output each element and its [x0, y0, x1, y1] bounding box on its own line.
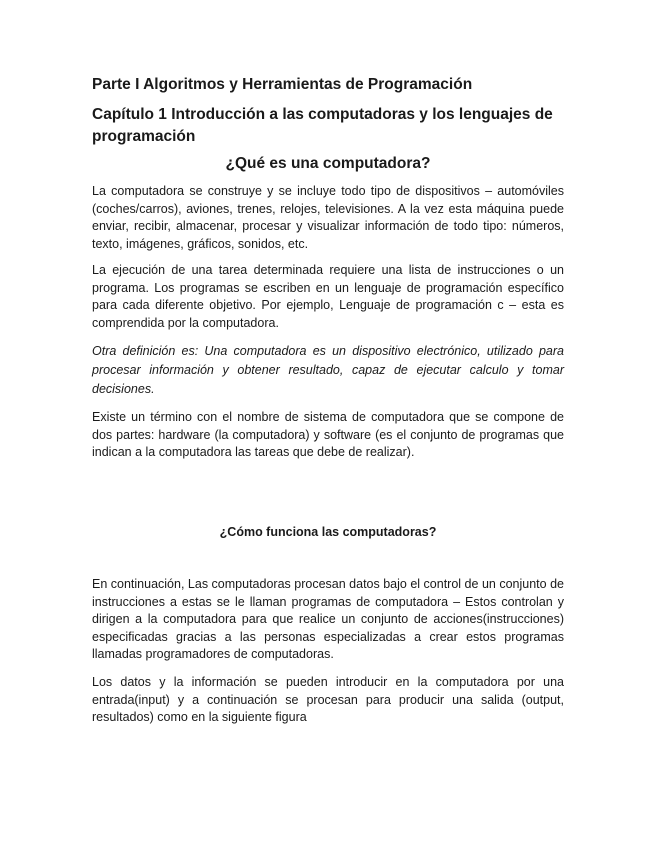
paragraph-input-output: Los datos y la información se pueden introducir en la computadora por una entrada(input) y a continuación se procesan para producir una salida (output, resultados) como en la siguiente figura	[92, 675, 564, 725]
part-title: Parte I Algoritmos y Herramientas de Programación	[92, 76, 473, 93]
paragraph-data-processing: En continuación, Las computadoras procesan datos bajo el control de un conjunto de instrucciones a estas se le llaman programas de computadora – Estos controlan y dirigen a la computadora para que realice un conjunto de acciones(instrucciones) especificadas gracias a las personas especializadas a crear estos programas llamadas programadores de computadoras.	[92, 577, 564, 662]
paragraph-definition: Otra definición es: Una computadora es un dispositivo electrónico, utilizado para procesar información y obtener resultado, capaz de ejecutar calculo y tomar decisiones.	[92, 344, 564, 397]
paragraph-computer-system: Existe un término con el nombre de sistema de computadora que se compone de dos partes: hardware (la computadora) y software (es el conjunto de programas que indican a la computadora las tareas que debe de realizar).	[92, 410, 564, 460]
section-heading-how-computers-work: ¿Cómo funciona las computadoras?	[219, 525, 437, 539]
paragraph-computer-devices: La computadora se construye y se incluye todo tipo de dispositivos – automóviles (coches/carros), aviones, trenes, relojes, televisiones. A la vez esta máquina puede enviar, recibir, almacenar, procesar y visualizar información de todo tipo: números, texto, imágenes, gráficos, sonidos, etc.	[92, 184, 564, 251]
section-heading-what-is-computer: ¿Qué es una computadora?	[225, 155, 431, 172]
chapter-title: Capítulo 1 Introducción a las computadoras y los lenguajes de programación	[92, 106, 553, 145]
paragraph-task-execution: La ejecución de una tarea determinada requiere una lista de instrucciones o un programa. Los programas se escriben en un lenguaje de programación específico para cada diferente objetivo. Por ejemplo, Lenguaje de programación c – esta es comprendida por la computadora.	[92, 263, 564, 330]
